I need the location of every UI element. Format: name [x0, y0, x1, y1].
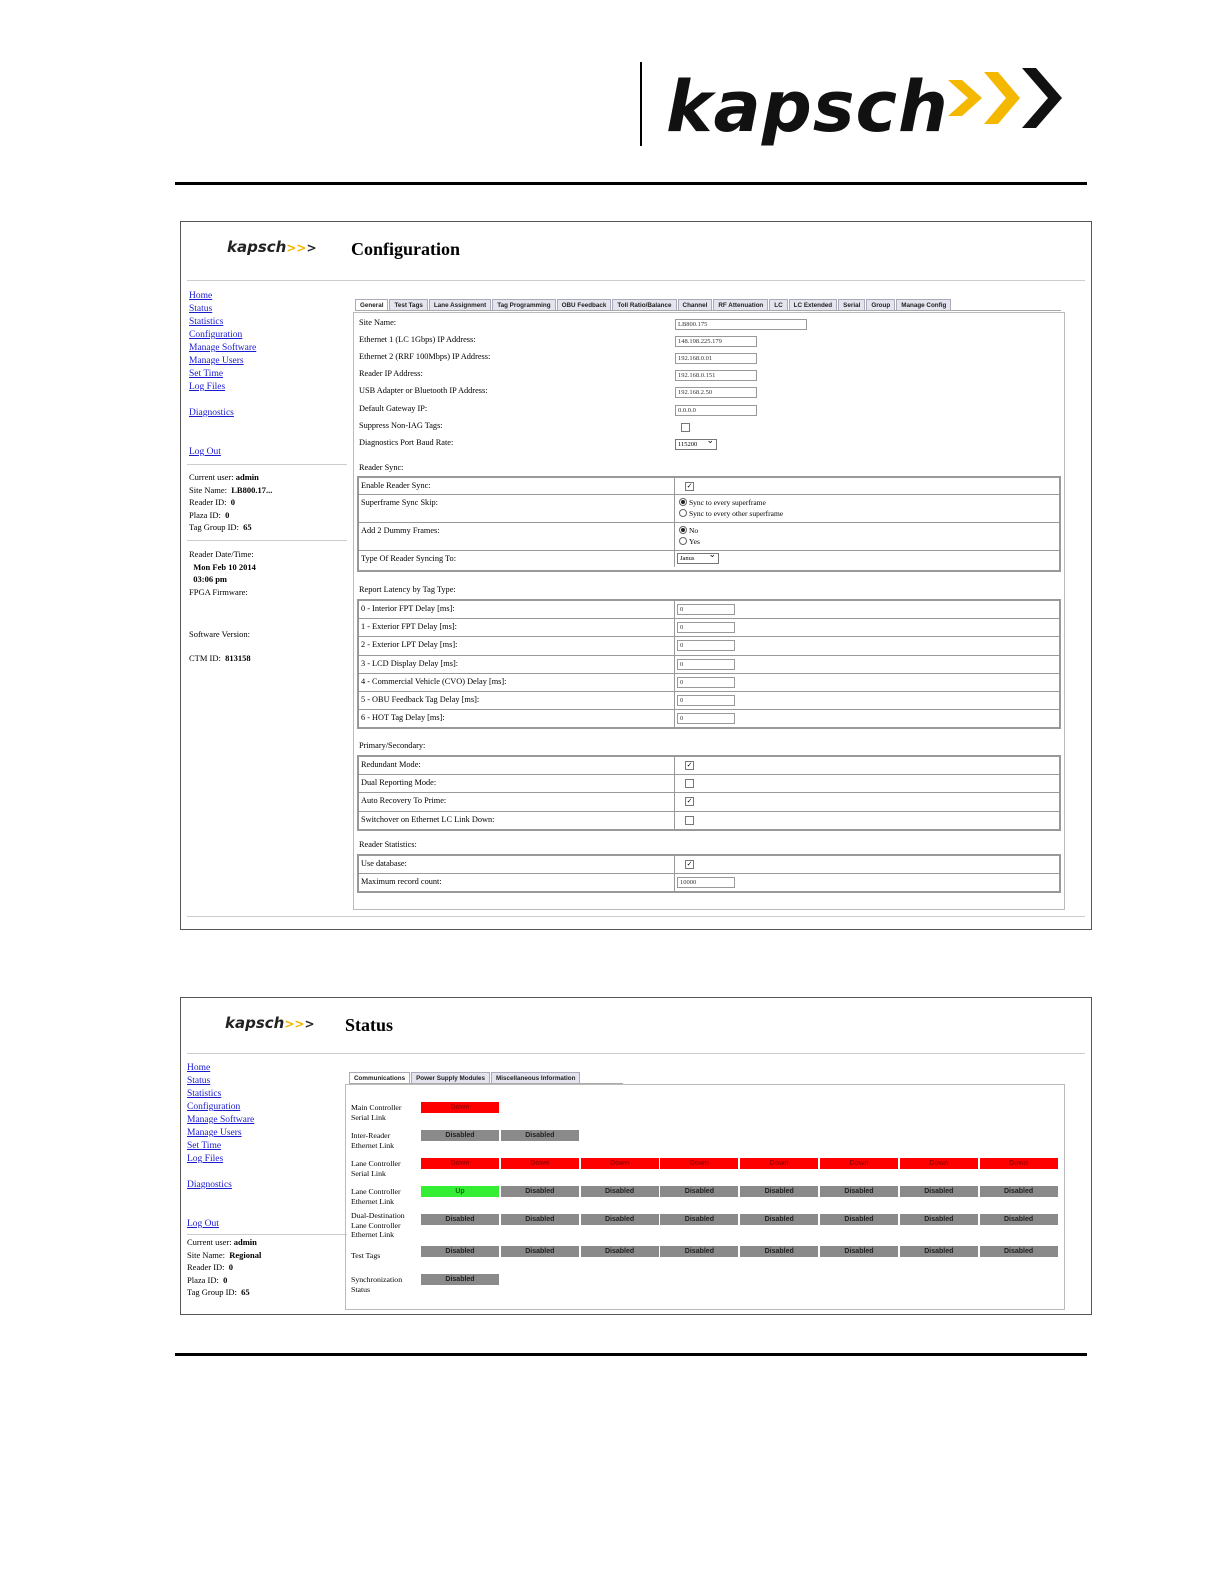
brand-logo-text: kapsch — [666, 66, 949, 148]
primary-checkbox[interactable]: ✓ — [686, 797, 693, 806]
session-info: Current user: admin Site Name: Regional Reader ID: 0 Plaza ID: 0 Tag Group ID: 65 — [187, 1237, 262, 1297]
suppress-non-iag-checkbox[interactable] — [681, 423, 690, 432]
nav-link-set-time[interactable]: Set Time — [189, 369, 224, 379]
status-row-label: Inter-Reader Ethernet Link — [351, 1131, 395, 1150]
general-field-label: Suppress Non-IAG Tags: — [359, 420, 443, 430]
primary-label: Switchover on Ethernet LC Link Down: — [361, 814, 495, 824]
tab-lane-assignment[interactable]: Lane Assignment — [429, 299, 491, 310]
status-cell-down: Down — [820, 1158, 898, 1169]
tab-communications[interactable]: Communications — [349, 1072, 410, 1083]
status-row-label: Main Controller Serial Link — [351, 1103, 402, 1122]
tab-lc-extended[interactable]: LC Extended — [789, 299, 838, 310]
stats-group: Use database: ✓ Maximum record count: 10000 — [357, 854, 1061, 893]
nav-link-log-files[interactable]: Log Files — [187, 1154, 224, 1164]
general-field-input[interactable]: 192.168.0.151 — [675, 370, 757, 381]
tab-rf-attenuation[interactable]: RF Attenuation — [713, 299, 768, 310]
latency-label: 6 - HOT Tag Delay [ms]: — [361, 713, 445, 723]
status-cell-dis: Disabled — [820, 1246, 898, 1257]
status-cell-dis: Disabled — [900, 1214, 978, 1225]
status-cell-down: Down — [980, 1158, 1058, 1169]
logo-divider — [640, 62, 642, 146]
status-cell-dis: Disabled — [740, 1186, 818, 1197]
latency-label: 5 - OBU Feedback Tag Delay [ms]: — [361, 694, 480, 704]
dummy-no-radio[interactable]: No — [679, 526, 698, 535]
latency-input[interactable]: 0 — [677, 695, 735, 706]
chevrons-icon: >> — [286, 241, 307, 255]
brand-logo — [666, 60, 1086, 150]
status-cell-dis: Disabled — [820, 1186, 898, 1197]
chevrons-icon: >> — [284, 1017, 305, 1031]
latency-label: 1 - Exterior FPT Delay [ms]: — [361, 622, 457, 632]
mini-logo: kapsch>>> — [225, 1014, 315, 1032]
latency-input[interactable]: 0 — [677, 713, 735, 724]
nav-link-home[interactable]: Home — [187, 1063, 211, 1073]
status-cell-down: Down — [740, 1158, 818, 1169]
status-cell-dis: Disabled — [421, 1130, 499, 1141]
nav-link-status[interactable]: Status — [187, 1076, 211, 1086]
chevrons-icon — [948, 68, 1068, 138]
mini-logo: kapsch>>> — [227, 238, 317, 256]
nav-link-manage-software[interactable]: Manage Software — [187, 1115, 255, 1125]
primary-label: Redundant Mode: — [361, 760, 421, 769]
latency-group — [357, 599, 1061, 729]
nav-link-status[interactable]: Status — [189, 304, 213, 314]
nav-link-configuration[interactable]: Configuration — [189, 330, 243, 340]
nav-link-log-out[interactable]: Log Out — [189, 447, 221, 457]
reader-sync-type-select[interactable]: Janus ⌄ — [677, 553, 719, 564]
sync-every-other-radio[interactable]: Sync to every other superframe — [679, 509, 783, 518]
tab-tag-programming[interactable]: Tag Programming — [492, 299, 555, 310]
side-nav — [187, 1062, 254, 1231]
latency-label: 4 - Commercial Vehicle (CVO) Delay [ms]: — [361, 676, 507, 686]
status-cell-down: Down — [581, 1158, 659, 1169]
latency-label: 2 - Exterior LPT Delay [ms]: — [361, 640, 458, 650]
status-cell-dis: Disabled — [501, 1186, 579, 1197]
status-cell-dis: Disabled — [740, 1246, 818, 1257]
primary-checkbox[interactable] — [685, 816, 694, 825]
general-field-label: Default Gateway IP: — [359, 403, 428, 413]
status-row-label: Test Tags — [351, 1251, 381, 1260]
status-cell-dis: Disabled — [660, 1214, 738, 1225]
tab-serial[interactable]: Serial — [838, 299, 865, 310]
config-tabs — [355, 299, 1061, 311]
status-cell-dis: Disabled — [421, 1214, 499, 1225]
general-field-input[interactable]: 192.168.0.01 — [675, 353, 757, 364]
stats-heading: Reader Statistics: — [359, 840, 417, 849]
tab-group[interactable]: Group — [866, 299, 895, 310]
general-field-input[interactable]: 192.168.2.50 — [675, 387, 757, 398]
primary-heading: Primary/Secondary: — [359, 741, 426, 750]
reader-sync-heading: Reader Sync: — [359, 463, 404, 472]
primary-label: Auto Recovery To Prime: — [361, 796, 447, 806]
primary-checkbox[interactable]: ✓ — [686, 761, 693, 769]
status-cell-dis: Disabled — [660, 1186, 738, 1197]
nav-link-home[interactable]: Home — [189, 291, 213, 301]
status-cell-down: Down — [660, 1158, 738, 1169]
status-cell-dis: Disabled — [581, 1246, 659, 1257]
status-cell-dis: Disabled — [820, 1214, 898, 1225]
status-cell-dis: Disabled — [581, 1186, 659, 1197]
status-cell-dis: Disabled — [900, 1246, 978, 1257]
latency-input[interactable]: 0 — [677, 659, 735, 670]
status-cell-dis: Disabled — [581, 1214, 659, 1225]
general-field-label: Reader IP Address: — [359, 369, 423, 379]
software-version: Software Version: — [189, 629, 250, 639]
latency-input[interactable]: 0 — [677, 622, 735, 633]
status-cell-up: Up — [421, 1186, 499, 1197]
general-field-label: USB Adapter or Bluetooth IP Address: — [359, 386, 488, 396]
status-row-label: Synchronization Status — [351, 1275, 403, 1294]
status-cell-dis: Disabled — [900, 1186, 978, 1197]
footer-rule — [175, 1353, 1087, 1356]
baud-rate-select[interactable]: 115200 ⌄ — [675, 439, 717, 450]
status-cell-dis: Disabled — [980, 1186, 1058, 1197]
nav-link-log-files[interactable]: Log Files — [189, 382, 226, 392]
general-field-label: Ethernet 2 (RRF 100Mbps) IP Address: — [359, 352, 491, 362]
status-cell-down: Down — [421, 1102, 499, 1113]
dummy-yes-radio[interactable]: Yes — [679, 537, 700, 546]
tab-lc[interactable]: LC — [769, 299, 787, 310]
status-cell-dis: Disabled — [660, 1246, 738, 1257]
tab-channel[interactable]: Channel — [678, 299, 713, 310]
status-cell-dis: Disabled — [501, 1214, 579, 1225]
header-rule — [175, 182, 1087, 185]
nav-link-statistics[interactable]: Statistics — [189, 317, 224, 327]
nav-link-set-time[interactable]: Set Time — [187, 1141, 222, 1151]
nav-link-manage-software[interactable]: Manage Software — [189, 343, 257, 353]
tab-miscellaneous-information[interactable]: Miscellaneous Information — [491, 1072, 580, 1083]
configuration-screenshot — [180, 221, 1092, 930]
latency-input[interactable]: 0 — [677, 677, 735, 688]
latency-input[interactable]: 0 — [677, 604, 735, 615]
nav-link-diagnostics[interactable]: Diagnostics — [189, 408, 234, 418]
tab-manage-config[interactable]: Manage Config — [896, 299, 951, 310]
general-field-input[interactable]: 0.0.0.0 — [675, 405, 757, 416]
general-field-input[interactable]: 148.198.225.179 — [675, 336, 757, 347]
status-cell-down: Down — [421, 1158, 499, 1169]
status-cell-down: Down — [900, 1158, 978, 1169]
primary-label: Dual Reporting Mode: — [361, 778, 437, 788]
reader-info: Reader Date/Time: Mon Feb 10 2014 03:06 pm FPGA Firmware: — [189, 549, 256, 597]
status-screenshot — [180, 997, 1092, 1315]
nav-link-manage-users[interactable]: Manage Users — [189, 356, 244, 366]
general-field-input[interactable]: LB800.175 — [675, 319, 807, 330]
status-row-label: Lane Controller Serial Link — [351, 1159, 401, 1178]
status-cell-dis: Disabled — [980, 1246, 1058, 1257]
status-cell-dis: Disabled — [980, 1214, 1058, 1225]
status-cell-dis: Disabled — [501, 1130, 579, 1141]
enable-reader-sync-checkbox[interactable]: ✓ — [686, 482, 693, 490]
page-title: Configuration — [351, 239, 461, 259]
tab-obu-feedback[interactable]: OBU Feedback — [557, 299, 612, 310]
nav-link-log-out[interactable]: Log Out — [187, 1219, 219, 1229]
nav-link-diagnostics[interactable]: Diagnostics — [187, 1180, 232, 1190]
tab-power-supply-modules[interactable]: Power Supply Modules — [411, 1072, 490, 1083]
reader-sync-group: Enable Reader Sync: ✓ Superframe Sync Skip: Sync to every superframe Sync to every other superframe Add 2 Dummy Frames: No Yes Type Of Reader Syncing To: Janus ⌄ — [357, 476, 1061, 572]
page-title: Status — [345, 1015, 394, 1035]
primary-checkbox[interactable] — [685, 779, 694, 788]
status-cell-dis: Disabled — [421, 1246, 499, 1257]
title-divider — [187, 280, 1085, 281]
side-nav — [189, 290, 256, 459]
latency-input[interactable]: 0 — [677, 640, 735, 651]
status-tabs — [349, 1072, 623, 1084]
nav-link-statistics[interactable]: Statistics — [187, 1089, 222, 1099]
ctm-id: CTM ID: 813158 — [189, 653, 251, 663]
status-cell-dis: Disabled — [421, 1274, 499, 1285]
tab-toll-ratio-balance[interactable]: Toll Ratio/Balance — [612, 299, 676, 310]
general-field-label: Diagnostics Port Baud Rate: — [359, 437, 454, 447]
status-row-label: Lane Controller Ethernet Link — [351, 1187, 401, 1206]
latency-heading: Report Latency by Tag Type: — [359, 585, 456, 594]
primary-group — [357, 755, 1061, 831]
use-database-checkbox[interactable]: ✓ — [686, 860, 693, 868]
status-cell-down: Down — [501, 1158, 579, 1169]
general-field-label: Ethernet 1 (LC 1Gbps) IP Address: — [359, 335, 476, 345]
nav-link-configuration[interactable]: Configuration — [187, 1102, 241, 1112]
general-field-label: Site Name: — [359, 318, 397, 327]
session-info: Current user: admin Site Name: LB800.17... Reader ID: 0 Plaza ID: 0 Tag Group ID: 65 — [189, 472, 273, 532]
sync-every-radio[interactable]: Sync to every superframe — [679, 498, 766, 507]
status-cell-dis: Disabled — [501, 1246, 579, 1257]
tab-test-tags[interactable]: Test Tags — [389, 299, 427, 310]
nav-link-manage-users[interactable]: Manage Users — [187, 1128, 242, 1138]
status-cell-dis: Disabled — [740, 1214, 818, 1225]
latency-label: 3 - LCD Display Delay [ms]: — [361, 658, 459, 668]
latency-label: 0 - Interior FPT Delay [ms]: — [361, 604, 455, 613]
status-row-label: Dual-Destination Lane Controller Ethernet Link — [351, 1211, 405, 1239]
tab-general[interactable]: General — [355, 299, 388, 310]
max-record-count-input[interactable]: 10000 — [677, 877, 735, 888]
